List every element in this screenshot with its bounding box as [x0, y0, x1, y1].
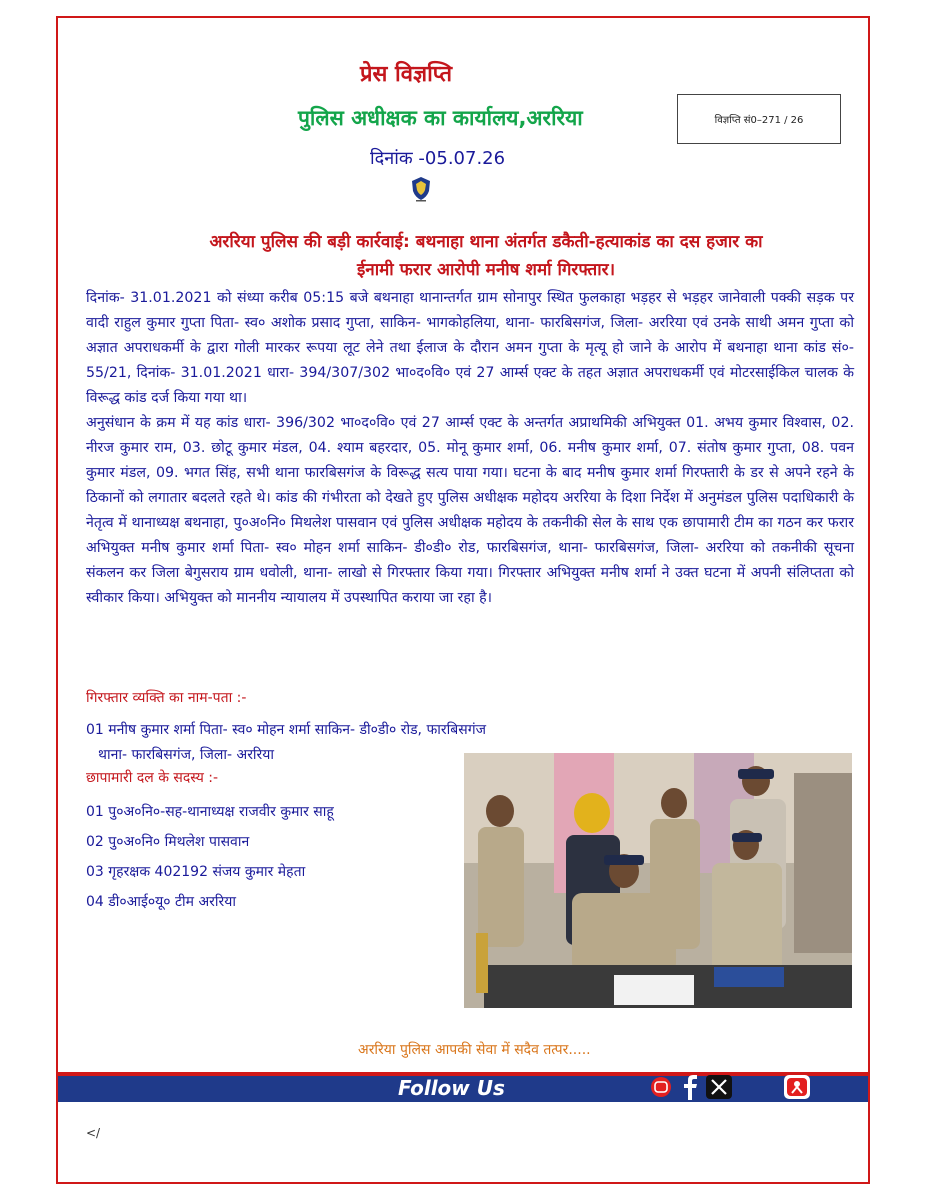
release-body	[86, 286, 854, 611]
notice-number: विज्ञप्ति सं0–271 / 26	[714, 115, 804, 126]
body-paragraph-1: दिनांक- 31.01.2021 को संध्या करीब 05:15 बजे बथनाहा थानान्तर्गत ग्राम सोनापुर स्थित फुलकाहा भड़हर से भड़हर जानेवाली पक्की सड़क पर वादी राहुल कुमार गुप्ता पिता- स्व० अशोक प्रसाद गुप्ता, साकिन- भागकोहलिया, थाना- फारबिसगंज, जिला- अररिया एवं उनके साथी अमन गुप्ता को अज्ञात अपराधकर्मी के द्वारा गोली मारकर रूपया लूट लेने तथा ईलाज के दौरान अमन गुप्ता के मृत्यू हो जाने के आरोप में बथनाहा थाना कांड सं०- 55/21, दिनांक- 31.01.2021 धारा- 394/307/302 भा०द०वि० एवं 27 आर्म्स एक्ट के तहत अज्ञात अपराधकर्मी एवं मोटरसाईकिल चालक के विरूद्ध कांड दर्ज किया गया था।	[86, 290, 854, 406]
body-paragraph-2: अनुसंधान के क्रम में यह कांड धारा- 396/302 भा०द०वि० एवं 27 आर्म्स एक्ट के अन्तर्गत अप्राथमिकी अभियुक्त 01. अभय कुमार विश्वास, 02. नीरज कुमार राम, 03. छोटू कुमार मंडल, 04. श्याम बहरदार, 05. मोनू कुमार शर्मा, 06. मनीष कुमार शर्मा, 07. संतोष कुमार गुप्ता, 08. पवन कुमार मंडल, 09. भगत सिंह, सभी थाना फारबिसगंज के विरूद्ध सत्य पाया गया। घटना के बाद मनीष कुमार शर्मा गिरफ्तारी के डर से अपने रहने के ठिकानों को लगातार बदलते रहते थे। कांड की गंभीरता को देखते हुए पुलिस अधीक्षक महोदय अररिया के दिशा निर्देश में अनुमंडल पुलिस पदाधिकारी के नेतृत्व में थानाध्यक्ष बथनाहा, पु०अ०नि० मिथलेश पासवान एवं पुलिस अधीक्षक महोदय के तकनीकी सेल के साथ एक छापामारी टीम का गठन कर फरार अभियुक्त मनीष कुमार शर्मा पिता- स्व० मोहन शर्मा साकिन- डी०डी० रोड, फारबिसगंज, थाना- फारबिसगंज, जिला- अररिया को तकनीकी सूचना संकलन कर जिला बेगुसराय ग्राम धवोली, थाना- लाखो से गिरफ्तार किया गया। गिरफ्तार अभियुक्त मनीष शर्मा ने उक्त घटना में अपनी संलिप्तता को स्वीकार किया। अभियुक्त को माननीय न्यायालय में उपस्थापित कराया जा रहा है।	[86, 415, 854, 606]
office-name: पुलिस अधीक्षक का कार्यालय,अररिया	[298, 106, 583, 130]
youtube-icon[interactable]	[648, 1077, 674, 1097]
release-date: दिनांक -05.07.26	[370, 148, 506, 169]
x-icon[interactable]	[706, 1075, 732, 1099]
team-member: 03 गृहरक्षक 402192 संजय कुमार मेहता	[86, 864, 306, 880]
footer-mark: </	[86, 1126, 101, 1140]
app-icon[interactable]	[784, 1075, 810, 1099]
press-release-title: प्रेस विज्ञप्ति	[360, 62, 453, 87]
team-member: 01 पु०अ०नि०-सह-थानाध्यक्ष राजवीर कुमार साहू	[86, 804, 334, 820]
arrested-line-2: थाना- फारबिसगंज, जिला- अररिया	[98, 747, 275, 763]
social-banner	[58, 1072, 868, 1102]
police-emblem-icon	[410, 176, 432, 202]
notice-number-box	[677, 94, 841, 144]
headline-line-1: अररिया पुलिस की बड़ी कार्रवाई: बथनाहा थाना अंतर्गत डकैती-हत्याकांड का दस हजार का	[209, 232, 763, 252]
headline-line-2: ईनामी फरार आरोपी मनीष शर्मा गिरफ्तार।	[356, 260, 616, 280]
headline	[130, 228, 842, 284]
follow-us-label: Follow Us	[398, 1076, 505, 1100]
raid-team-list	[86, 798, 456, 918]
arrested-line-1: 01 मनीष कुमार शर्मा पिता- स्व० मोहन शर्मा साकिन- डी०डी० रोड, फारबिसगंज	[86, 722, 486, 738]
raid-team-title: छापामारी दल के सदस्य :-	[86, 770, 219, 786]
facebook-icon[interactable]	[680, 1074, 700, 1100]
arrested-section-title: गिरफ्तार व्यक्ति का नाम-पता :-	[86, 690, 247, 706]
team-member: 02 पु०अ०नि० मिथलेश पासवान	[86, 834, 250, 850]
team-member: 04 डी०आई०यू० टीम अररिया	[86, 894, 236, 910]
arrest-photo	[464, 753, 852, 1008]
footer-tagline: अररिया पुलिस आपकी सेवा में सदैव तत्पर.....	[358, 1042, 591, 1058]
